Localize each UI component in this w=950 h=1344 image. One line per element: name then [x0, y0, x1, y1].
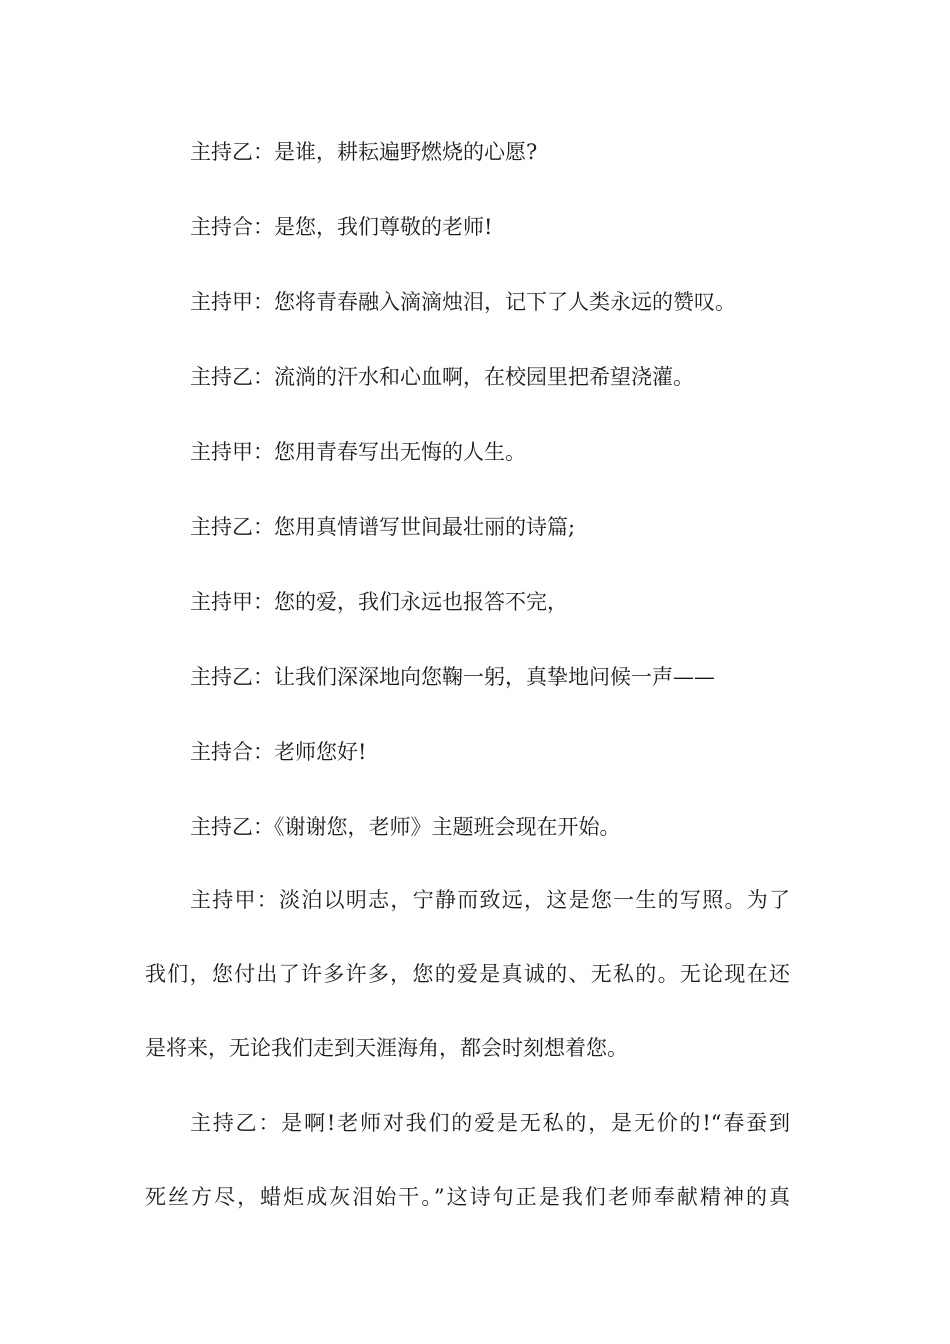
- paragraph-line-5: 死丝方尽，蜡炬成灰泪始干。”这诗句正是我们老师奉献精神的真: [145, 1185, 790, 1209]
- dialogue-line-7: 主持甲：您的爱，我们永远也报答不完，: [190, 590, 568, 614]
- dialogue-line-2: 主持合：是您，我们尊敬的老师!: [190, 215, 493, 239]
- dialogue-line-1: 主持乙：是谁，耕耘遍野燃烧的心愿?: [190, 140, 538, 164]
- paragraph-line-3: 是将来，无论我们走到天涯海角，都会时刻想着您。: [145, 1036, 628, 1060]
- dialogue-line-5: 主持甲：您用青春写出无悔的人生。: [190, 440, 526, 464]
- paragraph-line-2: 我们，您付出了许多许多，您的爱是真诚的、无私的。无论现在还: [145, 962, 790, 986]
- dialogue-line-3: 主持甲：您将青春融入滴滴烛泪，记下了人类永远的赞叹。: [190, 290, 736, 314]
- paragraph-line-1: 主持甲：淡泊以明志，宁静而致远，这是您一生的写照。为了: [190, 888, 790, 912]
- dialogue-line-10: 主持乙：《谢谢您，老师》主题班会现在开始。: [190, 815, 621, 839]
- dialogue-line-4: 主持乙：流淌的汗水和心血啊，在校园里把希望浇灌。: [190, 365, 694, 389]
- dialogue-line-8: 主持乙：让我们深深地向您鞠一躬，真挚地问候一声——: [190, 665, 715, 689]
- dialogue-line-9: 主持合：老师您好!: [190, 740, 367, 764]
- paragraph-line-4: 主持乙：是啊!老师对我们的爱是无私的，是无价的!“春蚕到: [190, 1111, 790, 1135]
- dialogue-line-6: 主持乙：您用真情谱写世间最壮丽的诗篇;: [190, 515, 576, 539]
